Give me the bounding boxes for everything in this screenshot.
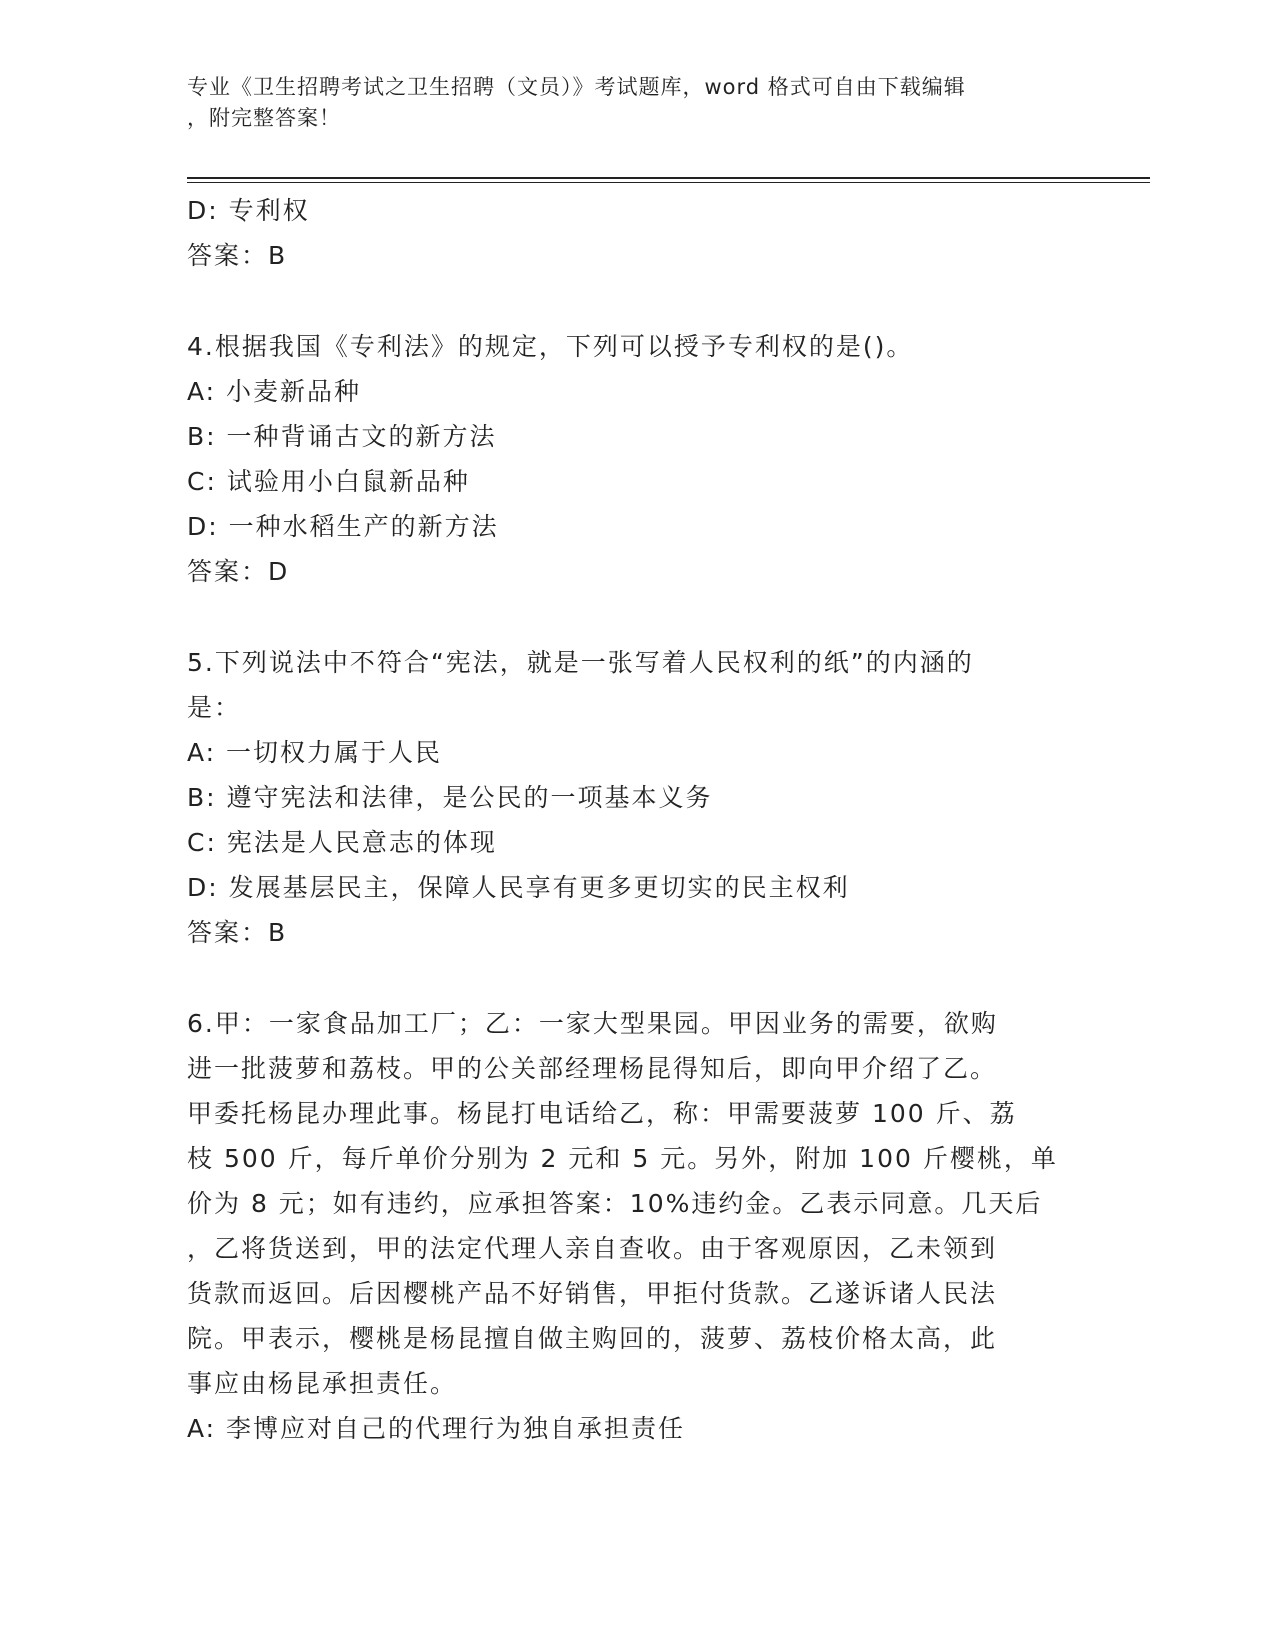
option-c: C: 试验用小白鼠新品种 (187, 467, 470, 496)
question-stem-line-2: 进一批菠萝和荔枝。甲的公关部经理杨昆得知后，即向甲介绍了乙。 (187, 1054, 998, 1083)
answer-line: 答案：D (187, 557, 290, 586)
question-stem-line-2: 是： (187, 693, 242, 722)
document-body (187, 188, 1067, 1451)
question-stem-line-6: ，乙将货送到，甲的法定代理人亲自查收。由于客观原因，乙未领到 (187, 1234, 998, 1263)
option-a: A: 李博应对自己的代理行为独自承担责任 (187, 1414, 686, 1443)
header-line-1: 专业《卫生招聘考试之卫生招聘（文员）》考试题库，word 格式可自由下载编辑 (187, 75, 966, 99)
question-6 (187, 1001, 1067, 1451)
header-divider-thin (187, 182, 1150, 183)
option-a: A: 一切权力属于人民 (187, 738, 443, 767)
option-c: C: 宪法是人民意志的体现 (187, 828, 497, 857)
answer-line: 答案：B (187, 241, 288, 270)
question-4 (187, 324, 1067, 594)
option-b: B: 遵守宪法和法律，是公民的一项基本义务 (187, 783, 713, 812)
question-stem-line-7: 货款而返回。后因樱桃产品不好销售，甲拒付货款。乙遂诉诸人民法 (187, 1279, 998, 1308)
option-d: D: 一种水稻生产的新方法 (187, 512, 499, 541)
question-stem-line-1: 6.甲：一家食品加工厂；乙：一家大型果园。甲因业务的需要，欲购 (187, 1009, 998, 1038)
question-stem-line-1: 5.下列说法中不符合“宪法，就是一张写着人民权利的纸”的内涵的 (187, 648, 974, 677)
header-divider-thick (187, 177, 1150, 179)
spacer (187, 278, 1067, 324)
question-stem-line-8: 院。甲表示，樱桃是杨昆擅自做主购回的，菠萝、荔枝价格太高，此 (187, 1324, 998, 1353)
spacer (187, 594, 1067, 640)
question-stem-line-9: 事应由杨昆承担责任。 (187, 1369, 458, 1398)
question-stem-line-5: 价为 8 元；如有违约，应承担答案：10%违约金。乙表示同意。几天后 (187, 1189, 1043, 1218)
header-line-2: ，附完整答案！ (187, 106, 341, 130)
option-d: D: 发展基层民主，保障人民享有更多更切实的民主权利 (187, 873, 850, 902)
question-stem-line-4: 枝 500 斤，每斤单价分别为 2 元和 5 元。另外，附加 100 斤樱桃，单 (187, 1144, 1058, 1173)
previous-question-tail (187, 188, 1067, 278)
option-d: D: 专利权 (187, 196, 310, 225)
spacer (187, 955, 1067, 1001)
page-header (187, 72, 1067, 134)
answer-line: 答案：B (187, 918, 288, 947)
question-stem-line-3: 甲委托杨昆办理此事。杨昆打电话给乙，称：甲需要菠萝 100 斤、荔 (187, 1099, 1017, 1128)
question-5 (187, 640, 1067, 955)
question-stem: 4.根据我国《专利法》的规定，下列可以授予专利权的是()。 (187, 332, 914, 361)
option-b: B: 一种背诵古文的新方法 (187, 422, 497, 451)
option-a: A: 小麦新品种 (187, 377, 362, 406)
